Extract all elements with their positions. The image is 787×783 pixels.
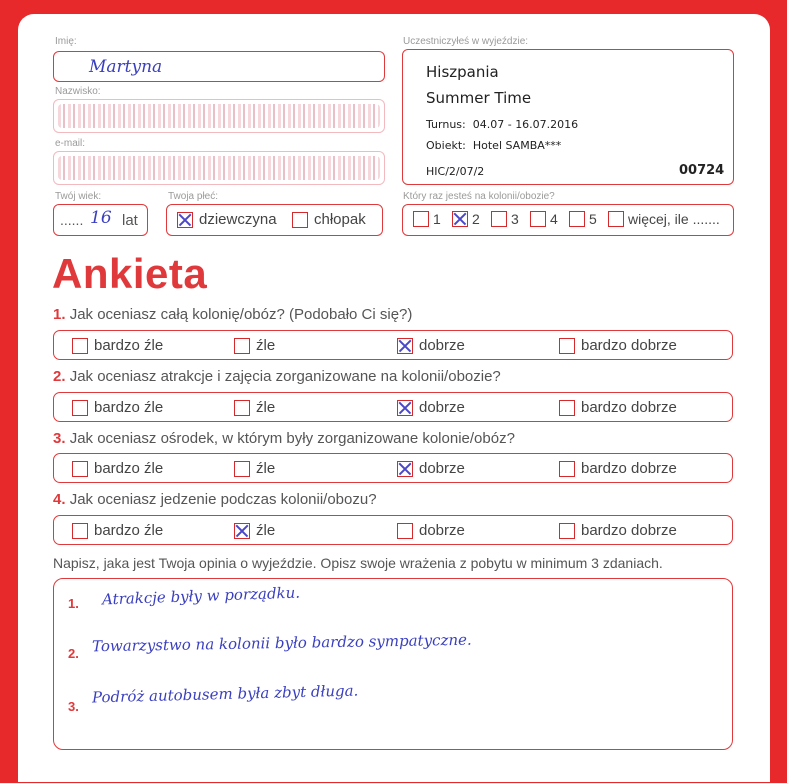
times-option-1[interactable] (413, 211, 441, 227)
camp-country: Hiszpania (426, 63, 499, 81)
opinion-line-3: Podróż autobusem była zbyt długa. (91, 681, 359, 707)
question-4-number: 4. (53, 491, 66, 508)
gender-female-checkbox[interactable] (177, 212, 193, 228)
age-label: Twój wiek: (55, 191, 102, 202)
surname-label: Nazwisko: (55, 86, 101, 97)
q3-checkbox-bardzo-zle[interactable] (72, 461, 88, 477)
q3-label-bardzo-zle: bardzo źle (94, 460, 164, 477)
name-value: Martyna (89, 57, 163, 77)
q2-label-dobrze: dobrze (419, 399, 465, 416)
q4-label-bardzo-zle: bardzo źle (94, 522, 164, 539)
times-checkbox-3[interactable] (491, 211, 507, 227)
camp-turnus-label: Turnus: (426, 118, 466, 131)
q4-checkbox-zle[interactable] (234, 523, 250, 539)
gender-male-checkbox[interactable] (292, 212, 308, 228)
times-option-5[interactable] (569, 211, 597, 227)
q1-checkbox-bardzo-dobrze[interactable] (559, 338, 575, 354)
opinion-box[interactable] (53, 578, 733, 750)
camp-code: HIC/2/07/2 (426, 165, 485, 178)
question-2-number: 2. (53, 368, 66, 385)
email-label: e-mail: (55, 138, 86, 149)
question-1-text: Jak oceniasz całą kolonię/obóz? (Podobało Ci się?) (69, 306, 413, 323)
q2-option-bardzo-zle[interactable] (72, 399, 163, 416)
q1-option-bardzo-dobrze[interactable] (559, 337, 677, 354)
age-suffix: lat (122, 212, 138, 229)
times-checkbox-2[interactable] (452, 211, 468, 227)
q2-option-bardzo-dobrze[interactable] (559, 399, 677, 416)
q3-option-dobrze[interactable] (397, 460, 465, 477)
times-label-4: 4 (550, 211, 558, 227)
opinion-line-1-number: 1. (68, 596, 79, 611)
times-option-4[interactable] (530, 211, 558, 227)
camp-object-value: Hotel SAMBA*** (472, 139, 562, 152)
q2-option-zle[interactable] (234, 399, 275, 416)
times-option-2[interactable] (452, 211, 480, 227)
age-value: 16 (90, 208, 112, 228)
opinion-line-2: Towarzystwo na kolonii było bardzo sympatyczne. (91, 630, 472, 656)
question-1-number: 1. (53, 306, 66, 323)
gender-male-label: chłopak (314, 211, 366, 228)
times-option-3[interactable] (491, 211, 519, 227)
q2-checkbox-zle[interactable] (234, 400, 250, 416)
gender-label: Twoja płeć: (168, 191, 219, 202)
q1-option-zle[interactable] (234, 337, 275, 354)
gender-female-option[interactable] (177, 211, 277, 228)
times-checkbox-more[interactable] (608, 211, 624, 227)
redacted-email (58, 156, 380, 180)
q2-checkbox-bardzo-zle[interactable] (72, 400, 88, 416)
surname-field[interactable] (53, 99, 385, 133)
camp-turnus-value: 04.07 - 16.07.2016 (472, 118, 579, 131)
camp-info-box (402, 49, 734, 185)
name-label: Imię: (55, 36, 77, 47)
q1-option-bardzo-zle[interactable] (72, 337, 163, 354)
q4-option-bardzo-zle[interactable] (72, 522, 163, 539)
q4-checkbox-bardzo-zle[interactable] (72, 523, 88, 539)
times-label-1: 1 (433, 211, 441, 227)
q4-checkbox-bardzo-dobrze[interactable] (559, 523, 575, 539)
times-checkbox-4[interactable] (530, 211, 546, 227)
q4-label-dobrze: dobrze (419, 522, 465, 539)
q4-option-zle[interactable] (234, 522, 275, 539)
times-label-2: 2 (472, 211, 480, 227)
question-4-answers (53, 515, 733, 545)
question-4-text: Jak oceniasz jedzenie podczas kolonii/obozu? (69, 491, 377, 508)
camp-label: Uczestniczyłeś w wyjeździe: (403, 36, 529, 47)
q1-option-dobrze[interactable] (397, 337, 465, 354)
q1-checkbox-dobrze[interactable] (397, 338, 413, 354)
question-3-number: 3. (53, 430, 66, 447)
times-field (402, 204, 734, 236)
camp-object-label: Obiekt: (426, 139, 466, 152)
camp-turnus (426, 118, 578, 131)
q2-checkbox-dobrze[interactable] (397, 400, 413, 416)
camp-number: 00724 (679, 163, 725, 178)
opinion-line-1: Atrakcje były w porządku. (101, 583, 301, 609)
q1-label-zle: źle (256, 337, 276, 354)
question-1 (53, 306, 412, 323)
q1-checkbox-zle[interactable] (234, 338, 250, 354)
email-field[interactable] (53, 151, 385, 185)
q2-checkbox-bardzo-dobrze[interactable] (559, 400, 575, 416)
camp-name: Summer Time (426, 89, 532, 107)
q4-checkbox-dobrze[interactable] (397, 523, 413, 539)
q3-option-bardzo-zle[interactable] (72, 460, 163, 477)
times-option-more[interactable] (608, 211, 720, 227)
q1-label-bardzo-dobrze: bardzo dobrze (581, 337, 677, 354)
q3-label-dobrze: dobrze (419, 460, 465, 477)
q2-label-bardzo-dobrze: bardzo dobrze (581, 399, 677, 416)
question-4 (53, 491, 377, 508)
q3-checkbox-bardzo-dobrze[interactable] (559, 461, 575, 477)
age-field[interactable] (53, 204, 148, 236)
q4-label-zle: źle (256, 522, 276, 539)
question-3-text: Jak oceniasz ośrodek, w którym były zorganizowane kolonie/obóz? (69, 430, 515, 447)
times-checkbox-5[interactable] (569, 211, 585, 227)
q3-option-bardzo-dobrze[interactable] (559, 460, 677, 477)
q3-option-zle[interactable] (234, 460, 275, 477)
q2-option-dobrze[interactable] (397, 399, 465, 416)
q3-checkbox-dobrze[interactable] (397, 461, 413, 477)
opinion-line-2-number: 2. (68, 646, 79, 661)
survey-title: Ankieta (52, 250, 208, 297)
times-label: Który raz jesteś na kolonii/obozie? (403, 191, 555, 202)
redacted-surname (58, 104, 380, 128)
opinion-prompt: Napisz, jaka jest Twoja opinia o wyjeździe. Opisz swoje wrażenia z pobytu w minimum 3 zdaniach. (53, 555, 663, 571)
gender-female-label: dziewczyna (199, 211, 277, 228)
age-prefix: ...... (60, 212, 84, 228)
q1-label-bardzo-zle: bardzo źle (94, 337, 164, 354)
gender-field (166, 204, 383, 236)
q1-label-dobrze: dobrze (419, 337, 465, 354)
camp-object (426, 139, 561, 152)
question-2 (53, 368, 501, 385)
q1-checkbox-bardzo-zle[interactable] (72, 338, 88, 354)
question-1-answers (53, 330, 733, 360)
q2-label-bardzo-zle: bardzo źle (94, 399, 164, 416)
q3-checkbox-zle[interactable] (234, 461, 250, 477)
gender-male-option[interactable] (292, 211, 366, 228)
q4-option-bardzo-dobrze[interactable] (559, 522, 677, 539)
times-label-3: 3 (511, 211, 519, 227)
question-2-answers (53, 392, 733, 422)
question-3 (53, 430, 515, 447)
q3-label-zle: źle (256, 460, 276, 477)
question-3-answers (53, 453, 733, 483)
q4-option-dobrze[interactable] (397, 522, 465, 539)
question-2-text: Jak oceniasz atrakcje i zajęcia zorganizowane na kolonii/obozie? (69, 368, 501, 385)
times-checkbox-1[interactable] (413, 211, 429, 227)
times-label-more: więcej, ile ....... (628, 211, 720, 227)
name-field[interactable] (53, 51, 385, 82)
times-label-5: 5 (589, 211, 597, 227)
q4-label-bardzo-dobrze: bardzo dobrze (581, 522, 677, 539)
q3-label-bardzo-dobrze: bardzo dobrze (581, 460, 677, 477)
opinion-line-3-number: 3. (68, 699, 79, 714)
q2-label-zle: źle (256, 399, 276, 416)
